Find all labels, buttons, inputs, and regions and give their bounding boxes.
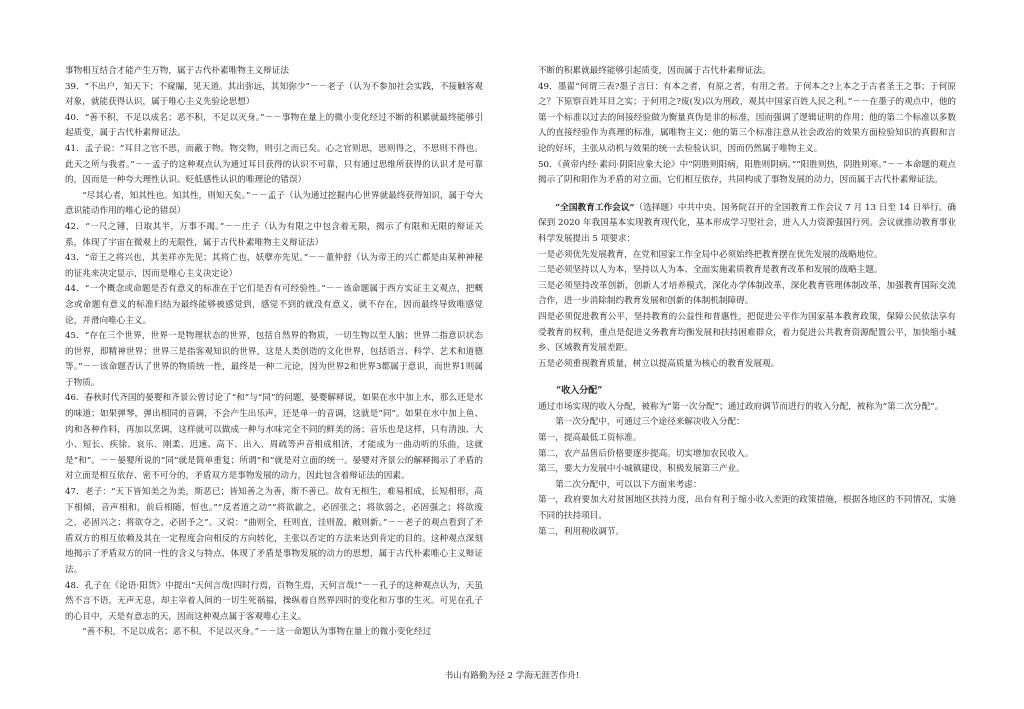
paragraph-item-47: 47．老子：“天下皆知美之为美，斯恶已；皆知善之为善，斯不善已。故有无相生，难易相成，长短相形，高下相倾，音声相和，前后相随，恒也。”“反者道之动”“将欲歙之，必固张之；将欲弱之，必固强之；将欲废之，必固兴之；将欲夺之，必固予之”。又说：“曲则全，枉则直，洼则盈，敝则新。”－－老子的观点看到了矛盾双方的相互依赖及其在一定程度会向相反的方向转化，主张以否定的方法来达到肯定的目的。这种观点深刻地揭示了矛盾双方的同一性的含义与特点，体现了矛盾是事物发展的动力的思想，属于古代朴素唯心主义辩证法。: [65, 487, 483, 575]
education-requirement-5: 五是必须重视教育质量，树立以提高质量为核心的教育发展观。: [538, 358, 780, 369]
left-column: [65, 64, 483, 641]
second-distribution-item-1: 第一，政府要加大对贫困地区扶持力度，出台有利于缩小收入差距的政策措施，根据各地区的不同情况，实施不同的扶持项目。: [538, 495, 956, 522]
paragraph-item-46: 46．春秋时代齐国的晏婴和齐景公曾讨论了“和”与“同”的问题，晏婴解释说，如果在水中加上水，那么还是水的味道；如果弹琴，弹出相同的音调，不会产生出乐声，还是单一的音调，这就是“同”。如果在水中加上鱼、肉和各种作料，再加以烹调，这样就可以做成一种与水味完全不同的鲜美的汤；音乐也是这样，只有清浊、大小、短长、疾徐、哀乐、刚柔、迟速、高下、出入、周疏等声音相成相济，才能成为一曲动听的乐曲，这就是“和”。－－晏婴所说的“同”就是简单重复；所谓“和”就是对立面的统一。晏婴对齐景公的解释揭示了矛盾的对立面是相互依存、密不可分的，矛盾双方是事物发展的动力，因此包含着辩证法的因素。: [65, 393, 483, 482]
paragraph-item-41: 41．孟子说：“耳目之官不思，而蔽于物。物交物，则引之而已矣。心之官则思，思则得之，不思则不得也。此天之所与我者。”－－孟子的这种观点认为通过耳目获得的认识不可靠，只有通过思维所获得的认识才是可靠的，因而是一种夸大理性认识、贬低感性认识的唯理论的错误）: [65, 143, 483, 186]
section-spacer: [538, 189, 956, 201]
paragraph-item-44: 44．“一个概念或命题是否有意义的标准在于它们是否有可经验性。”－－该命题属于西方实证主义观点，把概念或命题有意义的标准归结为最终能够被感觉到，感觉不到的就没有意义，就不存在，因而最终导致唯感觉论，并滑向唯心主义。: [65, 284, 483, 326]
education-requirement-1: 一是必须优先发展教育，在党和国家工作全局中必须始终把教育摆在优先发展的战略地位。: [538, 249, 883, 260]
paragraph-item-49: 49．墨翟“何谓三表?墨子言曰：有本之者，有原之者，有用之者。于何本之?上本之于古者圣王之事；于何原之？下原察百姓耳目之实；于何用之?废(发)以为刑政，观其中国家百姓人民之利。”－－在墨子的观点中，他的第一个标准以过去的间接经验做为衡量真伪是非的标准，因而强调了逻辑证明的作用；他的第二个标准以多数人的直接经验作为真理的标准，属唯物主义；他的第三个标准注意从社会政治的效果方面检验知识的真假和言论的好坏，主张从动机与效果的统一去检验认识，因而仍然属于唯物主义。: [538, 81, 956, 154]
paragraph-continuation: 事物相互结合才能产生万物，属于古代朴素唯物主义辩证法: [65, 66, 289, 76]
second-distribution-item-2: 第二，利用税收调节。: [538, 526, 625, 537]
education-conference-paragraph: [538, 201, 956, 248]
paragraph-item-41-continued: “尽其心者，知其性也。知其性，则知天矣。”－－孟子（认为通过挖掘内心世界就最终获得知识，属于夸大意识能动作用的唯心论的错误）: [65, 190, 483, 217]
first-distribution-item-2: 第二，农产品售后价格要逐步提高。切实增加农民收入。: [538, 448, 754, 459]
first-distribution-item-1: 第一，提高最低工资标准。: [538, 433, 642, 444]
paragraph-item-45: 45．“存在三个世界，世界一是物理状态的世界，包括自然界的物质，一切生物以至人脑；世界二指意识状态的世界，即精神世界；世界三是指客观知识的世界，这是人类创造的文化世界，包括语言、科学、艺术和道德等。”－－该命题否认了世界的物质统一性，最终是一种二元论，因为世界2和世界3都属于意识，而世界1则属于物质。: [65, 331, 483, 388]
right-column: [538, 64, 956, 540]
education-conference-heading: “全国教育工作会议”: [555, 202, 635, 213]
paragraph-item-50: 50．《黄帝内经·素问·阴阳应象大论》中“阴胜则阳病，阳胜则阴病。”“阳胜则热，阴胜则寒。”－－本命题的观点揭示了阴和阳作为矛盾的对立面，它们相互依存，共同构成了事物发展的动力，因而属于古代朴素辩证法。: [538, 159, 956, 186]
paragraph-item-48-continued: “善不积，不足以成名；恶不积，不足以灭身。”－－这一命题认为事物在量上的微小变化经过: [82, 627, 432, 638]
education-requirement-2: 二是必须坚持以人为本，坚持以人为本、全面实施素质教育是教育改革和发展的战略主题。: [538, 265, 883, 276]
paragraph-item-48: 48．孔子在《论语·阳货》中提出“天何言哉!四时行焉，百物生焉，天何言哉!”－－孔子的这种观点认为，天虽然不言不语，无声无息，却主宰着人间的一切生死祸福，操纵着自然界四时的变化和万事的生灭。可见在孔子的心目中，天是有意志的天，因而这种观点属于客观唯心主义。: [65, 580, 483, 622]
education-requirement-3: 三是必须坚持改革创新，创新人才培养模式，深化办学体制改革，深化教育管理体制改革，加强教育国际交流合作，进一步消除制约教育发展和创新的体制机制障碍。: [538, 280, 956, 307]
income-distribution-intro: 通过市场实现的收入分配，被称为“第一次分配”；通过政府调节而进行的收入分配，被称为“第二次分配”。: [538, 401, 944, 412]
paragraph-item-43: 43．“帝王之将兴也，其美祥亦先见；其将亡也，妖孽亦先见。”－－董仲舒（认为帝王的兴亡都是由某种神秘的征兆来决定显示，因而是唯心主义决定论）: [65, 253, 483, 279]
second-distribution-intro: 第二次分配中，可以以下方面来考虑：: [555, 479, 702, 490]
paragraph-item-39: 39．“不出户，知天下；不窥牖，见天道。其出弥远，其知弥少”－－老子（认为不参加社会实践，不接触客观对象，就能获得认识，属于唯心主义先验论思想）: [65, 81, 483, 108]
education-conference-intro: （选择题）中共中央、国务院召开的全国教育工作会议 7 月 13 日至 14 日举行。确保到 2020 年我国基本实现教育现代化，基本形成学习型社会，进入人力资源强国行列。会议就推动教育事业科学发展提出 5 项要求：: [538, 202, 956, 244]
paragraph-continuation-right: 不断的积累就最终能够引起质变，因而属于古代朴素辩证法。: [538, 66, 771, 76]
page-footer: 书山有路勤为径 2 学海无涯苦作舟!: [444, 671, 580, 681]
paragraph-item-40: 40．“善不积，不足以成名；恶不积，不足以灭身。”－－事物在量上的微小变化经过不断的积累就最终能够引起质变，属于古代朴素辩证法。: [65, 112, 483, 139]
section-spacer: [538, 372, 956, 384]
paragraph-item-42: 42．“一尺之锤，日取其半，万事不竭。”－－庄子（认为有限之中包含着无限，揭示了有限和无限的辩证关系，体现了宇宙在微观上的无限性，属于古代朴素唯物主义辩证法）: [65, 221, 483, 248]
first-distribution-item-3: 第三，要大力发展中小城镇建设，积极发展第三产业。: [538, 464, 745, 475]
first-distribution-intro: 第一次分配中，可通过三个途径来解决收入分配：: [555, 417, 745, 428]
education-requirement-4: 四是必须促进教育公平，坚持教育的公益性和普惠性，把促进公平作为国家基本教育政策，保障公民依法享有受教育的权利，重点是促进义务教育均衡发展和扶持困难群众，着力促进公共教育资源配置公平，加快缩小城乡、区域教育发展差距。: [538, 311, 956, 354]
income-distribution-heading: “收入分配”: [556, 386, 603, 397]
